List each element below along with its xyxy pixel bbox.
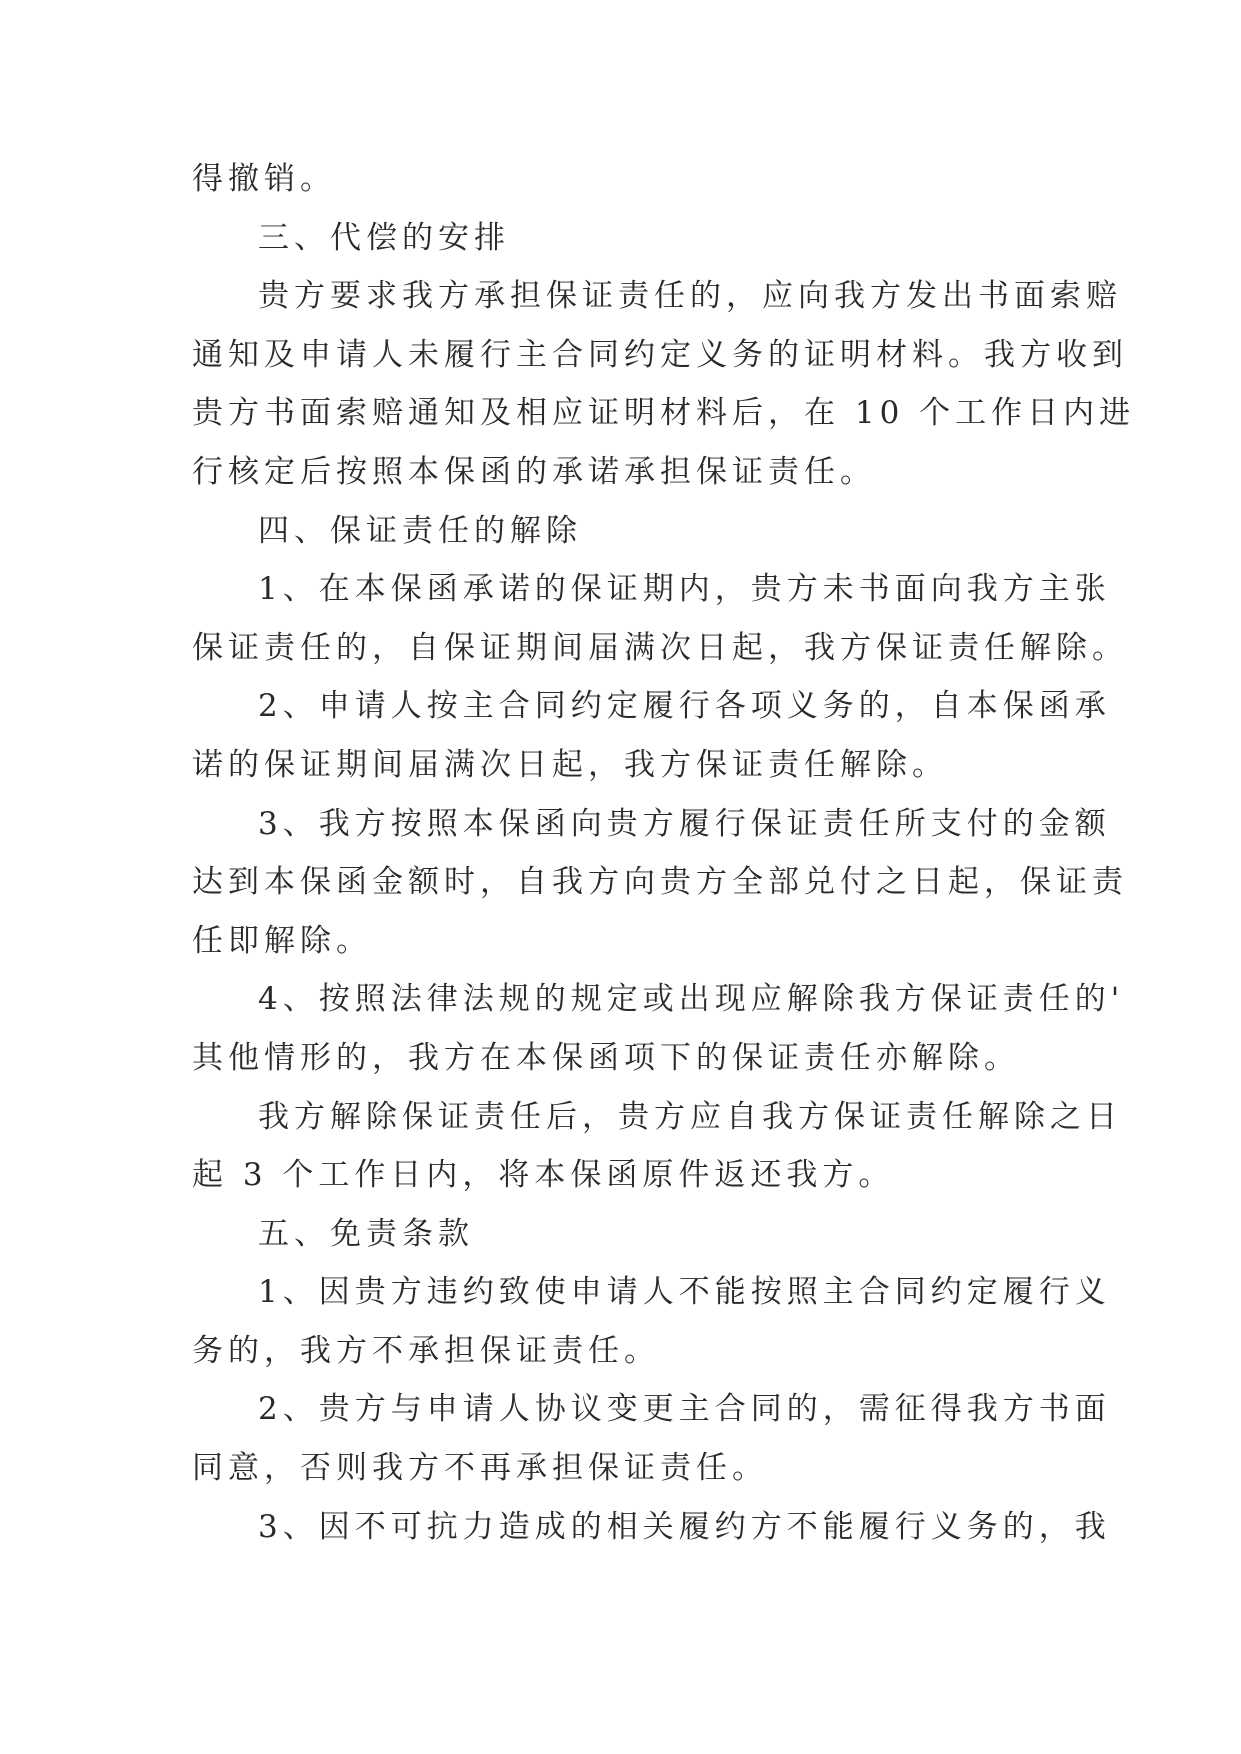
- text-line: 2、申请人按主合同约定履行各项义务的，自本保函承: [258, 688, 1111, 725]
- text-line: 得撤销。: [192, 161, 336, 197]
- text-line: 1、因贵方违约致使申请人不能按照主合同约定履行义: [258, 1274, 1111, 1311]
- section-heading: 四、保证责任的解除: [258, 512, 582, 549]
- text-line: 同意，否则我方不再承担保证责任。: [192, 1450, 768, 1487]
- section-heading: 三、代偿的安排: [258, 219, 510, 256]
- section-heading: 五、免责条款: [258, 1215, 474, 1252]
- text-line: 1、在本保函承诺的保证期内，贵方未书面向我方主张: [258, 571, 1111, 608]
- text-line: 4、按照法律法规的规定或出现应解除我方保证责任的': [258, 981, 1125, 1018]
- text-line: 保证责任的，自保证期间届满次日起，我方保证责任解除。: [192, 629, 1128, 666]
- text-line: 3、因不可抗力造成的相关履约方不能履行义务的，我: [258, 1508, 1111, 1545]
- text-line: 起 3 个工作日内，将本保函原件返还我方。: [192, 1157, 895, 1194]
- text-line: 我方解除保证责任后，贵方应自我方保证责任解除之日: [258, 1098, 1122, 1135]
- text-line: 达到本保函金额时，自我方向贵方全部兑付之日起，保证责: [192, 864, 1128, 901]
- text-line: 3、我方按照本保函向贵方履行保证责任所支付的金额: [258, 805, 1111, 842]
- text-line: 任即解除。: [192, 922, 372, 959]
- text-line: 贵方书面索赔通知及相应证明材料后，在 10 个工作日内进: [192, 395, 1136, 432]
- text-line: 其他情形的，我方在本保函项下的保证责任亦解除。: [192, 1039, 1020, 1076]
- text-line: 务的，我方不承担保证责任。: [192, 1332, 660, 1369]
- text-line: 诺的保证期间届满次日起，我方保证责任解除。: [192, 746, 948, 783]
- text-line: 行核定后按照本保函的承诺承担保证责任。: [192, 453, 876, 490]
- text-line: 通知及申请人未履行主合同约定义务的证明材料。我方收到: [192, 336, 1128, 373]
- text-line: 2、贵方与申请人协议变更主合同的，需征得我方书面: [258, 1391, 1111, 1428]
- text-line: 贵方要求我方承担保证责任的，应向我方发出书面索赔: [258, 278, 1122, 315]
- document-body: [192, 150, 1136, 1556]
